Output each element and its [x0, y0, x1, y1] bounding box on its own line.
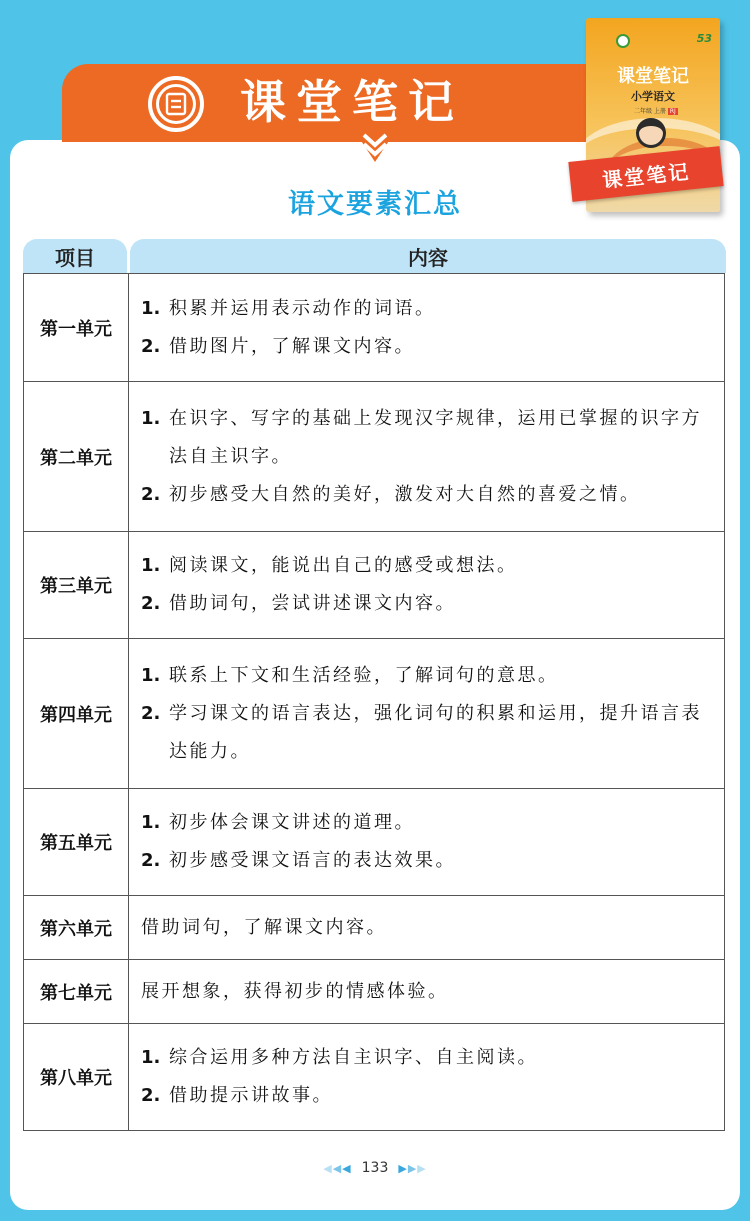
content-cell	[129, 639, 725, 789]
list-item: 2. 学习课文的语言表达，强化词句的积累和运用，提升语言表达能力。	[141, 702, 702, 762]
page-footer	[0, 1160, 750, 1176]
content-cell	[129, 896, 725, 960]
notebook-badge-icon	[148, 76, 204, 132]
unit-cell: 第八单元	[24, 1024, 129, 1131]
book-series-mark: 53	[696, 32, 712, 45]
publisher-logo-icon	[616, 34, 630, 48]
list-item: 1. 综合运用多种方法自主识字、自主阅读。	[141, 1047, 538, 1068]
table-row	[24, 274, 725, 382]
table-row	[24, 1024, 725, 1131]
table-row	[24, 896, 725, 960]
list-item: 1. 积累并运用表示动作的词语。	[141, 297, 436, 319]
unit-cell: 第七单元	[24, 960, 129, 1024]
table-row	[24, 960, 725, 1024]
unit-cell: 第六单元	[24, 896, 129, 960]
list-item: 2. 初步感受大自然的美好，激发对大自然的喜爱之情。	[141, 483, 641, 505]
book-ribbon: 课堂笔记	[568, 146, 723, 202]
unit-cell: 第二单元	[24, 382, 129, 532]
content-cell	[129, 274, 725, 382]
unit-cell: 第五单元	[24, 789, 129, 896]
book-title: 课堂笔记	[617, 66, 689, 87]
content-cell	[129, 1024, 725, 1131]
list-item: 1. 阅读课文，能说出自己的感受或想法。	[141, 555, 518, 576]
content-cell	[129, 789, 725, 896]
table-row	[24, 532, 725, 639]
list-item: 1. 在识字、写字的基础上发现汉字规律，运用已掌握的识字方法自主识字。	[141, 407, 702, 467]
cartoon-child-icon	[636, 118, 666, 148]
list-item: 2. 借助词句，尝试讲述课文内容。	[141, 593, 456, 614]
chevron-down-icon	[354, 130, 396, 162]
prev-arrows-icon: ◀◀◀	[323, 1161, 352, 1175]
unit-cell: 第一单元	[24, 274, 129, 382]
table-row	[24, 789, 725, 896]
content-cell	[129, 960, 725, 1024]
list-item: 1. 联系上下文和生活经验，了解词句的意思。	[141, 664, 559, 686]
summary-table	[23, 273, 725, 1131]
next-arrows-icon: ▶▶▶	[398, 1161, 427, 1175]
list-item: 展开想象，获得初步的情感体验。	[141, 980, 449, 1002]
list-item: 2. 借助图片，了解课文内容。	[141, 335, 415, 357]
content-cell	[129, 382, 725, 532]
book-grade: 二年级 上册 RJ	[634, 108, 676, 115]
list-item: 2. 初步感受课文语言的表达效果。	[141, 850, 456, 871]
list-item: 借助词句，了解课文内容。	[141, 916, 387, 938]
unit-cell: 第四单元	[24, 639, 129, 789]
column-header-item: 项目	[23, 239, 127, 273]
banner-title: 课堂笔记	[240, 75, 464, 129]
section-subtitle: 语文要素汇总	[288, 189, 462, 220]
column-header-content: 内容	[130, 239, 726, 273]
notebook-glyph-icon	[164, 92, 188, 116]
list-item: 1. 初步体会课文讲述的道理。	[141, 812, 415, 833]
page-number: 133	[361, 1160, 389, 1176]
table-row	[24, 639, 725, 789]
unit-cell: 第三单元	[24, 532, 129, 639]
list-item: 2. 借助提示讲故事。	[141, 1085, 333, 1106]
content-cell	[129, 532, 725, 639]
table-row	[24, 382, 725, 532]
book-subtitle: 小学语文	[631, 90, 675, 103]
